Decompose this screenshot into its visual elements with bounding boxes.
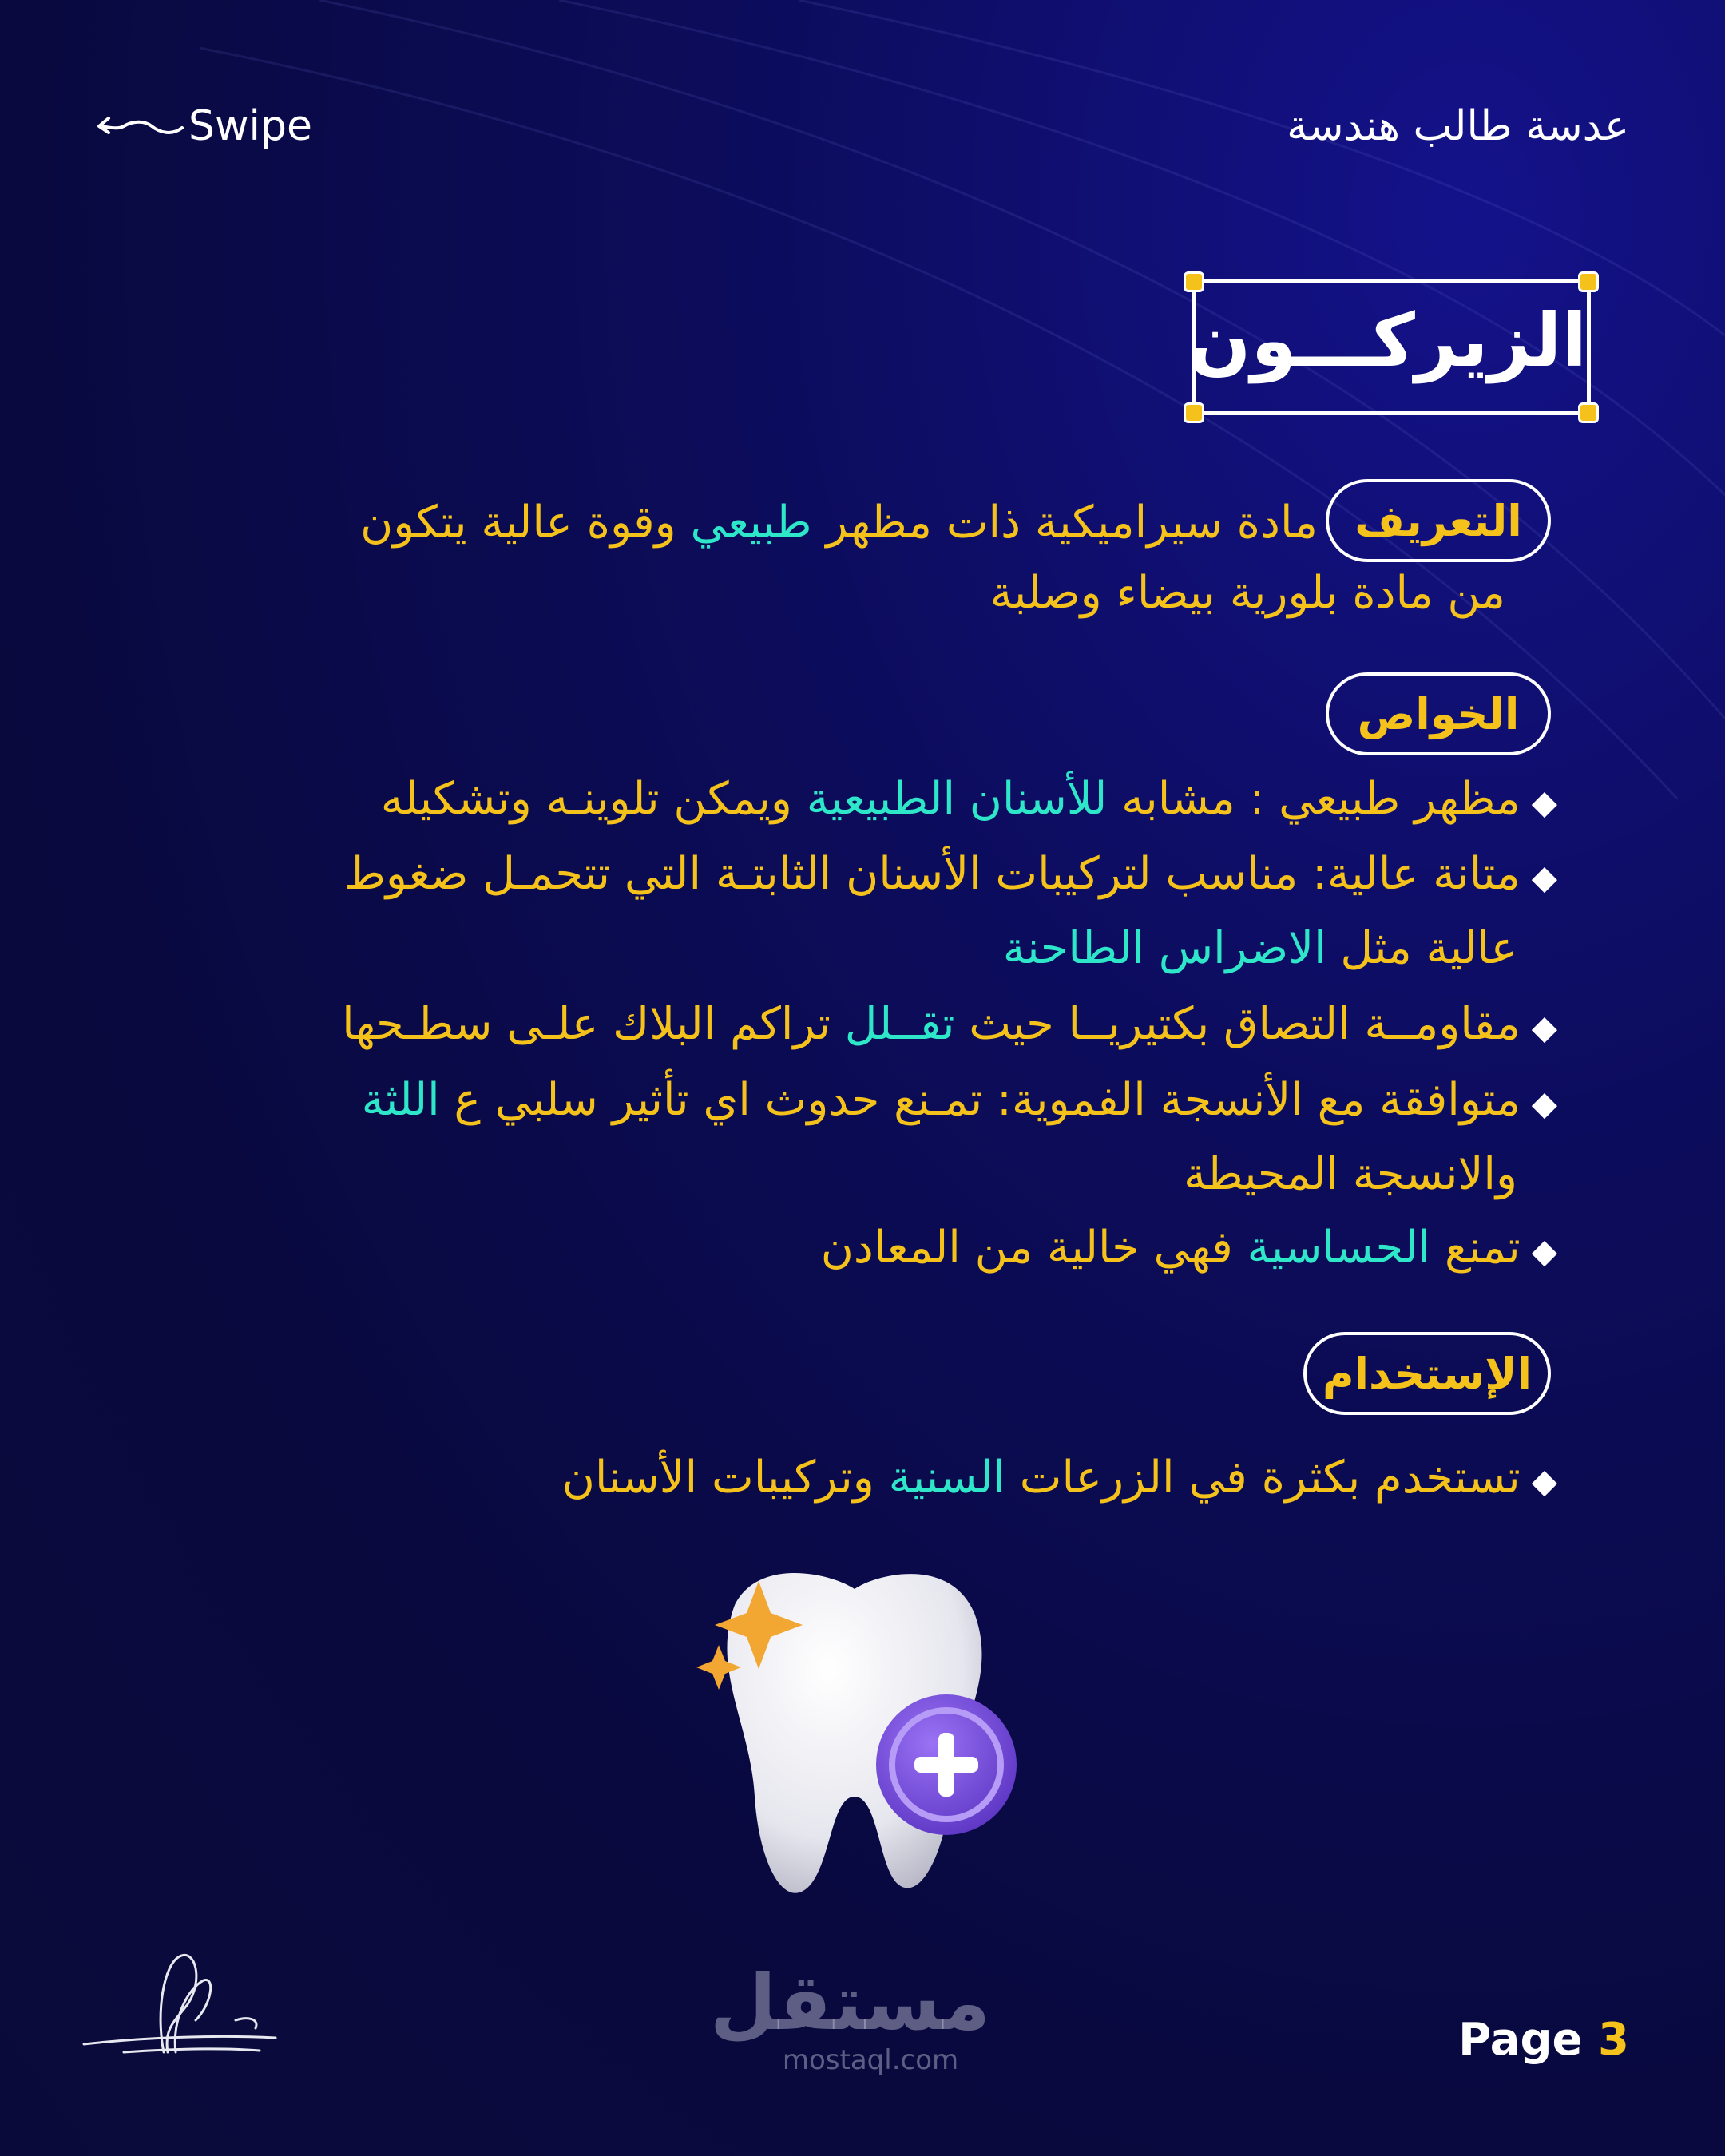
- property-highlight: الحساسية: [1247, 1222, 1431, 1274]
- tooth-icon: [663, 1557, 1046, 1908]
- frame-handle: [1184, 402, 1204, 423]
- usage-label-pill: [1303, 1332, 1551, 1415]
- diamond-bullet-icon: ◆: [1531, 1084, 1557, 1123]
- mostaql-watermark: [709, 1958, 990, 2076]
- properties-label: الخواص: [1357, 688, 1520, 739]
- definition-highlight: طبيعي: [690, 497, 812, 549]
- property-highlight: تقــلل: [844, 998, 955, 1050]
- property-text: فهي خالية من المعادن: [820, 1222, 1247, 1274]
- usage-text: تستخدم بكثرة في الزرعات: [1005, 1452, 1521, 1504]
- definition-label-pill: [1326, 479, 1551, 562]
- property-text: تمنع: [1430, 1222, 1521, 1274]
- property-text: مظهر طبيعي : مشابه: [1107, 773, 1521, 825]
- signature: [76, 1932, 284, 2076]
- diamond-bullet-icon: ◆: [1531, 783, 1557, 822]
- page-number: [1458, 2014, 1629, 2066]
- diamond-bullet-icon: ◆: [1531, 1231, 1557, 1270]
- usage-text: وتركيبات الأسنان: [561, 1452, 889, 1504]
- properties-label-pill: [1326, 672, 1551, 755]
- diamond-bullet-icon: ◆: [1531, 858, 1557, 897]
- definition-line-2: من مادة بلورية بيضاء وصلبة: [989, 567, 1505, 619]
- frame-handle: [1578, 402, 1599, 423]
- property-text: مقاومــة التصاق بكتيريــا حيث: [954, 998, 1521, 1050]
- property-item: [362, 1074, 1557, 1126]
- property-highlight: اللثة: [361, 1074, 440, 1126]
- diamond-bullet-icon: ◆: [1531, 1008, 1557, 1047]
- brand-name: عدسة طالب هندسة: [1287, 102, 1629, 150]
- definition-line-1: [360, 497, 1318, 549]
- page-number-value: 3: [1598, 2014, 1629, 2066]
- property-item: [342, 998, 1557, 1050]
- frame-handle: [1184, 271, 1204, 292]
- title-frame: [1188, 279, 1591, 415]
- arrow-left-icon: [96, 110, 184, 142]
- property-item: [821, 1222, 1557, 1274]
- watermark-url: mostaql.com: [782, 2044, 959, 2076]
- watermark-logo: مستقل: [709, 1958, 990, 2047]
- swipe-label: Swipe: [188, 102, 312, 150]
- definition-text: وقوة عالية يتكون: [360, 497, 691, 549]
- property-highlight: الاضراس الطاحنة: [1002, 922, 1326, 974]
- property-item: [381, 773, 1557, 825]
- property-text: عالية مثل: [1326, 922, 1517, 974]
- page-label: Page: [1458, 2014, 1583, 2066]
- property-text: متانة عالية: مناسب لتركيبات الأسنان الثابتـة التي تتحمـل ضغوط: [344, 848, 1521, 900]
- property-text: تراكم البلاك علـى سطـحها: [342, 998, 845, 1050]
- page-title: الزيركـــون: [1188, 298, 1587, 383]
- property-text: ويمكن تلوينـه وتشكيله: [380, 773, 807, 825]
- usage-highlight: السنية: [888, 1452, 1005, 1504]
- usage-label: الإستخدام: [1322, 1348, 1533, 1399]
- definition-text: مادة سيراميكية ذات مظهر: [811, 497, 1318, 549]
- property-item-continuation: [1003, 922, 1517, 974]
- property-highlight: للأسنان الطبيعية: [806, 773, 1108, 825]
- diamond-bullet-icon: ◆: [1531, 1461, 1557, 1500]
- property-text: متوافقة مع الأنسجة الفموية: تمـنع حدوث اي تأثير سلبي ع: [439, 1074, 1521, 1126]
- usage-item: [562, 1452, 1557, 1504]
- property-item: [344, 848, 1557, 900]
- property-item-continuation: والانسجة المحيطة: [1183, 1148, 1517, 1200]
- frame-handle: [1578, 271, 1599, 292]
- definition-label: التعريف: [1354, 495, 1522, 546]
- swipe-hint[interactable]: [96, 102, 312, 150]
